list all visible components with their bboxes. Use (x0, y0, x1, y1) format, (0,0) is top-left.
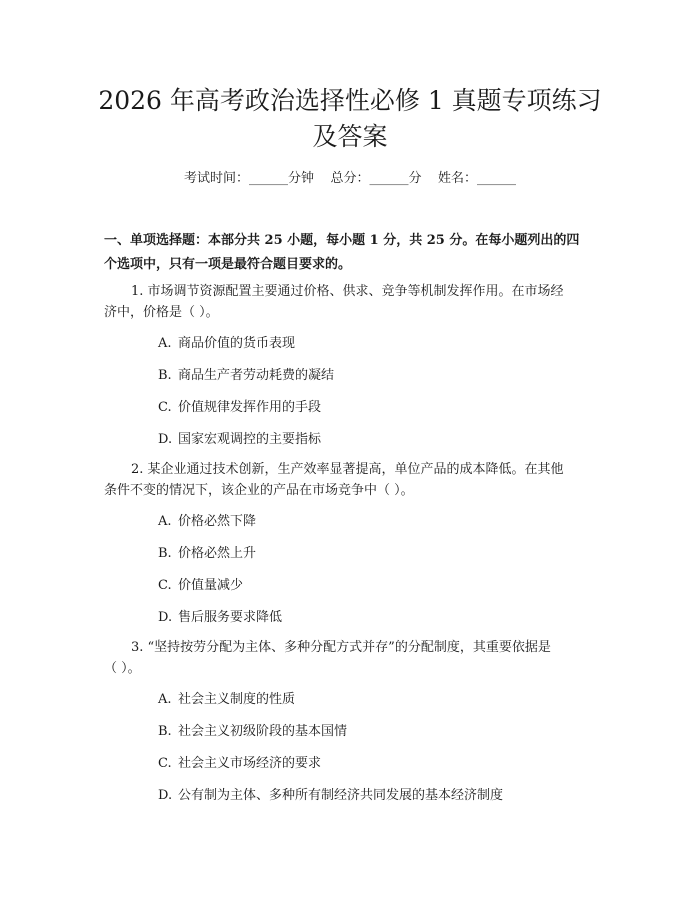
question-2-option-d (158, 608, 282, 628)
option-letter: C. (158, 400, 172, 415)
question-3-option-c (158, 754, 321, 774)
question-1-option-d (158, 430, 321, 450)
section-heading-line-2: 个选项中，只有一项是最符合题目要求的。 (104, 257, 352, 272)
option-text: 商品价值的货币表现 (178, 336, 296, 351)
option-text: 价格必然下降 (178, 514, 257, 529)
question-1-option-b (158, 366, 334, 386)
question-2-option-b (158, 544, 256, 564)
document-title-line-1: 2026 年高考政治选择性必修 1 真题专项练习 (98, 86, 602, 115)
question-1-option-c (158, 398, 321, 418)
option-text: 社会主义制度的性质 (178, 692, 296, 707)
option-letter: A. (158, 514, 172, 529)
question-2-option-c (158, 576, 243, 596)
option-letter: C. (158, 756, 172, 771)
option-text: 社会主义市场经济的要求 (178, 756, 322, 771)
question-1-line-1: 1. 市场调节资源配置主要通过价格、供求、竞争等机制发挥作用。在市场经 (131, 284, 564, 299)
option-letter: A. (158, 336, 172, 351)
document-title-line-2: 及答案 (312, 122, 388, 151)
question-2-option-a (158, 512, 256, 532)
question-3-line-2: （ ）。 (104, 661, 141, 676)
question-1-line-2: 济中，价格是（ ）。 (104, 305, 219, 320)
option-text: 商品生产者劳动耗费的凝结 (178, 368, 335, 383)
question-3-line-1: 3. “坚持按劳分配为主体、多种分配方式并存”的分配制度，其重要依据是 (131, 640, 551, 655)
question-3-option-a (158, 690, 295, 710)
option-letter: B. (158, 724, 172, 739)
option-letter: B. (158, 546, 172, 561)
option-text: 价值量减少 (178, 578, 244, 593)
option-letter: D. (158, 610, 173, 625)
option-text: 价值规律发挥作用的手段 (178, 400, 322, 415)
question-1-option-a (158, 334, 295, 354)
question-2-line-1: 2. 某企业通过技术创新，生产效率显著提高，单位产品的成本降低。在其他 (131, 462, 564, 477)
option-text: 国家宏观调控的主要指标 (178, 432, 322, 447)
question-3-option-d (158, 786, 503, 806)
section-heading-line-1: 一、单项选择题：本部分共 25 小题，每小题 1 分，共 25 分。在每小题列出的四 (104, 233, 580, 248)
option-letter: A. (158, 692, 172, 707)
option-letter: D. (158, 432, 173, 447)
option-letter: D. (158, 788, 173, 803)
option-letter: B. (158, 368, 172, 383)
option-text: 社会主义初级阶段的基本国情 (178, 724, 348, 739)
option-text: 售后服务要求降低 (178, 610, 283, 625)
option-text: 公有制为主体、多种所有制经济共同发展的基本经济制度 (178, 788, 504, 803)
option-letter: C. (158, 578, 172, 593)
question-3-option-b (158, 722, 347, 742)
exam-info-line: 考试时间：______分钟 总分：______分 姓名：______ (183, 171, 517, 186)
question-2-line-2: 条件不变的情况下，该企业的产品在市场竞争中（ ）。 (104, 483, 414, 498)
option-text: 价格必然上升 (178, 546, 257, 561)
